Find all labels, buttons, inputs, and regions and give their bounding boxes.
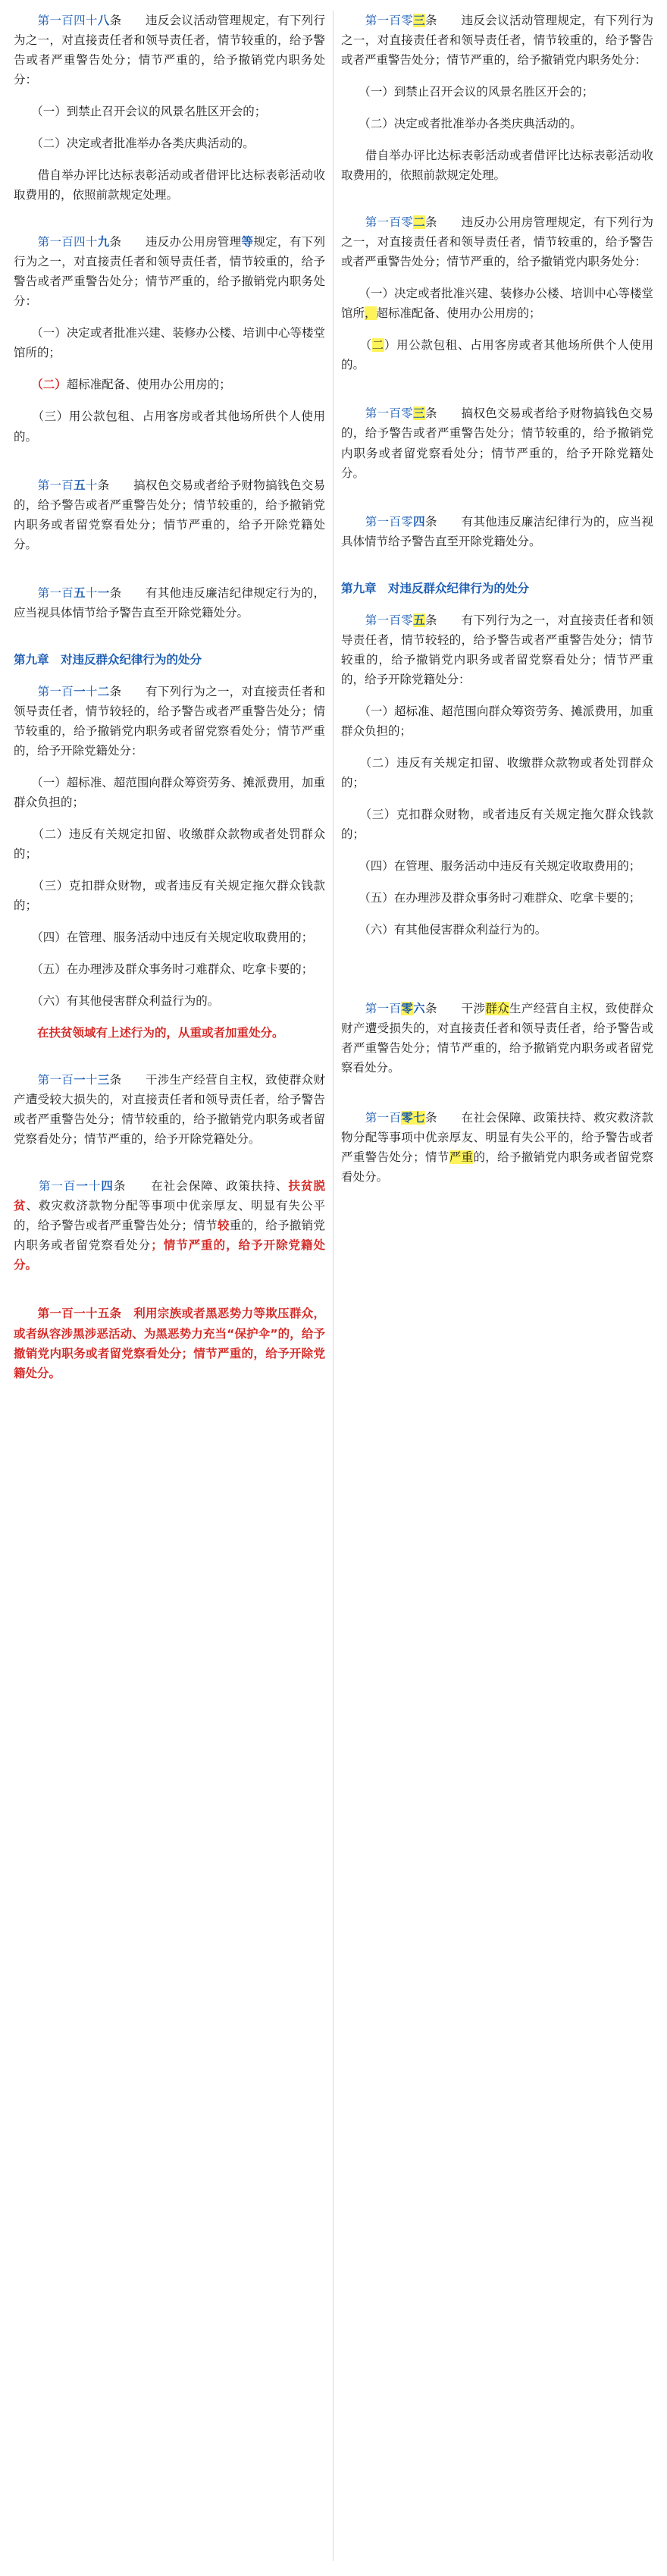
- text-run: （三）用公款包租、占用客房或者其他场所供个人使用的。: [14, 409, 325, 444]
- text-run: 第一百: [341, 1111, 402, 1125]
- block-spacer: [341, 952, 653, 999]
- text-run: （四）在管理、服务活动中违反有关规定收取费用的；: [14, 930, 314, 945]
- text-run: 超标准配备、使用办公用房的；: [66, 378, 231, 392]
- article-paragraph: [14, 1176, 325, 1275]
- text-run: 一: [97, 585, 110, 600]
- text-run: 条 在社会保障、政策扶持、救灾救济款物分配等事项中优亲厚友、明显有失公平的，给予警告或者严重警告处分；情节: [341, 1111, 653, 1165]
- article-paragraph: [14, 102, 325, 121]
- text-run: 条 违反会议活动管理规定，有下列行为之一，对直接责任者和领导责任者，情节较重的，给予警告或者严重警告处分；情节严重的，给予撤销党内职务处分：: [341, 14, 653, 67]
- text-run: 、救灾救济款物分配等事项中优亲厚友、明显有失公平的，给予警告或者严重警告处分；情节: [14, 1199, 325, 1233]
- text-run: 第一百一十五条 利用宗族或者黑恶势力等欺压群众，或者纵容涉黑涉恶活动、为黑恶势力充当“保护伞”的，给予撤销党内职务或者留党察看处分；情节严重的，给予开除党籍处分。: [14, 1307, 325, 1380]
- block-spacer: [14, 635, 325, 650]
- text-run: 第一百零: [341, 14, 414, 27]
- text-run: 严重: [449, 1150, 474, 1165]
- article-paragraph: [341, 512, 653, 551]
- block-spacer: [341, 1090, 653, 1108]
- text-run: 条 搞权色交易或者给予财物搞钱色交易的，给予警告或者严重警告处分；情节较重的，给予撤销党内职务或者留党察看处分；情节严重的，给予开除党籍处分。: [341, 406, 653, 480]
- article-paragraph: [14, 232, 325, 311]
- text-run: 第一百: [14, 684, 74, 698]
- article-paragraph: [341, 114, 653, 133]
- text-run: 二: [413, 215, 426, 230]
- text-run: （一）决定或者批准兴建、装修办公楼、培训中心等楼堂馆所: [341, 287, 653, 321]
- text-run: （二）决定或者批准举办各类庆典活动的。: [14, 136, 255, 151]
- text-run: （六）有其他侵害群众利益行为的。: [341, 923, 547, 937]
- article-paragraph: [14, 406, 325, 446]
- text-run: （: [341, 338, 372, 353]
- text-run: 群众: [485, 1002, 510, 1016]
- text-run: 三: [97, 1073, 110, 1087]
- block-spacer: [14, 1055, 325, 1070]
- text-run: 十: [85, 684, 98, 698]
- text-run: 生产经营自主权，致使群众财产遭受损失的，对直接责任者和领导责任者，给予警告或者严重警告处分；情节严重的，给予撤销党内职务或者留党察看处分。: [341, 1002, 653, 1075]
- text-run: 借自举办评比达标表彰活动或者借评比达标表彰活动收取费用的，依照前款规定处理。: [341, 149, 653, 183]
- text-run: 五: [74, 585, 86, 600]
- article-paragraph: [341, 701, 653, 741]
- text-run: 条 违反会议活动管理规定，有下列行为之一，对直接责任者和领导责任者，情节较重的，给予警告或者严重警告处分；情节严重的，给予撤销党内职务处分：: [14, 14, 325, 87]
- text-run: 在扶贫领域有上述行为的，从重或者加重处分。: [14, 1026, 284, 1040]
- text-run: 扶贫脱贫: [14, 1179, 325, 1213]
- text-run: 第一百: [14, 1179, 77, 1194]
- text-run: 十: [85, 585, 98, 600]
- text-run: 条 有其他违反廉洁纪律行为的，应当视具体情节给予警告直至开除党籍处分。: [341, 514, 653, 548]
- article-paragraph: [14, 959, 325, 979]
- text-run: 第一百零: [341, 514, 414, 529]
- text-run: 一: [74, 684, 86, 698]
- text-run: 条 干涉: [425, 1002, 486, 1016]
- text-run: 十: [85, 478, 98, 492]
- block-spacer: [341, 387, 653, 403]
- article-paragraph: [14, 11, 325, 89]
- text-run: 第一百零: [341, 215, 414, 230]
- article-paragraph: [341, 610, 653, 689]
- article-paragraph: [341, 856, 653, 876]
- text-run: （一）超标准、超范围向群众筹资劳务、摊派费用，加重群众负担的；: [14, 775, 325, 809]
- text-run: 条 在社会保障、政策扶持、: [113, 1179, 289, 1194]
- text-run: 条 有其他违反廉洁纪律规定行为的，应当视具体情节给予警告直至开除党籍处分。: [14, 585, 325, 620]
- article-paragraph: [14, 824, 325, 864]
- text-run: ，: [365, 306, 377, 321]
- text-run: （六）有其他侵害群众利益行为的。: [14, 994, 220, 1009]
- article-paragraph: [341, 403, 653, 482]
- text-run: 十: [88, 1179, 102, 1194]
- text-run: 四: [413, 514, 426, 529]
- text-run: 条 违反办公用房管理规定，有下列行为之一，对直接责任者和领导责任者，情节较重的，给予警告或者严重警告处分；情节严重的，给予撤销党内职务处分：: [341, 215, 653, 269]
- text-run: 一: [74, 1073, 86, 1087]
- text-run: （一）到禁止召开会议的风景名胜区开会的；: [14, 105, 267, 119]
- text-run: 零: [401, 1111, 414, 1125]
- text-run: （三）克扣群众财物，或者违反有关规定拖欠群众钱款的；: [14, 879, 325, 913]
- article-paragraph: [14, 991, 325, 1011]
- text-run: （一）到禁止召开会议的风景名胜区开会的；: [341, 85, 594, 99]
- text-run: 第九章 对违反群众纪律行为的处分: [14, 652, 202, 667]
- text-run: 较: [217, 1219, 230, 1233]
- article-paragraph: [14, 773, 325, 812]
- text-run: 五: [413, 613, 426, 627]
- text-run: （一）决定或者批准兴建、装修办公楼、培训中心等楼堂馆所的；: [14, 326, 325, 360]
- article-paragraph: [14, 133, 325, 153]
- block-spacer: [14, 1161, 325, 1176]
- text-run: 八: [97, 14, 110, 27]
- text-run: 七: [413, 1111, 426, 1125]
- text-run: （二）决定或者批准举办各类庆典活动的。: [341, 117, 582, 131]
- text-run: 超标准配备、使用办公用房的；: [376, 306, 541, 321]
- left-column: [6, 11, 334, 2561]
- block-spacer: [341, 197, 653, 212]
- text-run: 条 违反办公用房管理: [109, 235, 242, 249]
- text-run: （五）在办理涉及群众事务时刁难群众、吃拿卡要的；: [341, 891, 641, 905]
- article-paragraph: [341, 284, 653, 323]
- text-run: 第一百: [14, 585, 74, 600]
- text-run: 三: [413, 14, 426, 27]
- text-run: ；情节严重的，给予开除党籍处分。: [14, 1238, 325, 1272]
- block-spacer: [14, 217, 325, 232]
- text-run: 一: [76, 1179, 89, 1194]
- text-run: 条 搞权色交易或者给予财物搞钱色交易的，给予警告或者严重警告处分；情节较重的，给予撤销党内职务或者留党察看处分；情节严重的，给予开除党籍处分。: [14, 478, 325, 551]
- text-run: 二: [97, 684, 110, 698]
- article-paragraph: [14, 682, 325, 761]
- text-run: 第一百零: [341, 613, 414, 627]
- article-paragraph: [341, 888, 653, 908]
- chapter-heading: [14, 650, 325, 670]
- text-run: 的，给予撤销党内职务或者留党察看处分。: [341, 1150, 653, 1184]
- article-paragraph: [14, 1070, 325, 1149]
- text-run: 规定，有下列行为之一，对直接责任者和领导责任者，情节较重的，给予警告或者严重警告处分；情节严重的，给予撤销党内职务处分：: [14, 235, 325, 309]
- text-run: （四）在管理、服务活动中违反有关规定收取费用的；: [341, 858, 641, 873]
- article-paragraph: [14, 375, 325, 394]
- text-run: （二）违反有关规定扣留、收缴群众款物或者处罚群众的；: [341, 755, 653, 789]
- article-paragraph: [14, 876, 325, 915]
- article-paragraph: [341, 146, 653, 185]
- text-run: 等: [241, 235, 254, 249]
- text-run: 十: [85, 1073, 98, 1087]
- article-paragraph: [14, 927, 325, 947]
- text-run: 第一百四十: [14, 14, 98, 27]
- text-run: 第九章 对违反群众纪律行为的处分: [341, 581, 530, 595]
- text-run: 四: [101, 1179, 114, 1194]
- article-paragraph: [14, 1023, 325, 1043]
- article-paragraph: [341, 335, 653, 375]
- article-paragraph: [341, 11, 653, 70]
- article-paragraph: [14, 165, 325, 205]
- text-run: 重的，给予撤销党内职务或者留党察看处分: [14, 1219, 325, 1253]
- article-paragraph: [341, 212, 653, 271]
- text-run: 零: [401, 1002, 414, 1016]
- block-spacer: [14, 1287, 325, 1304]
- text-run: （一）超标准、超范围向群众筹资劳务、摊派费用，加重群众负担的；: [341, 704, 653, 738]
- block-spacer: [14, 566, 325, 583]
- article-paragraph: [14, 475, 325, 554]
- text-run: （五）在办理涉及群众事务时刁难群众、吃拿卡要的；: [14, 962, 314, 977]
- article-paragraph: [341, 999, 653, 1078]
- chapter-heading: [341, 579, 653, 598]
- text-run: 六: [413, 1002, 426, 1016]
- right-column: [334, 11, 661, 2561]
- text-run: 二: [371, 338, 384, 353]
- block-spacer: [341, 563, 653, 579]
- article-paragraph: [341, 920, 653, 940]
- text-run: 第一百: [341, 1002, 402, 1016]
- article-paragraph: [14, 323, 325, 362]
- text-run: ）用公款包租、占用客房或者其他场所供个人使用的。: [341, 338, 653, 372]
- text-run: 第一百零: [341, 406, 414, 421]
- text-run: 五: [74, 478, 86, 492]
- text-run: （二）: [14, 378, 67, 392]
- text-run: （三）克扣群众财物，或者违反有关规定拖欠群众钱款的；: [341, 807, 653, 841]
- article-paragraph: [341, 1108, 653, 1187]
- text-run: 条 有下列行为之一，对直接责任者和领导责任者，情节较轻的，给予警告或者严重警告处分；情节较重的，给予撤销党内职务或者留党察看处分；情节严重的，给予开除党籍处分：: [341, 613, 653, 686]
- article-paragraph: [341, 753, 653, 792]
- block-spacer: [14, 459, 325, 475]
- block-spacer: [341, 495, 653, 512]
- article-paragraph: [341, 805, 653, 844]
- text-run: 九: [97, 235, 110, 249]
- text-run: 借自举办评比达标表彰活动或者借评比达标表彰活动收取费用的，依照前款规定处理。: [14, 168, 325, 202]
- text-run: 条 有下列行为之一，对直接责任者和领导责任者，情节较轻的，给予警告或者严重警告处分；情节较重的，给予撤销党内职务或者留党察看处分；情节严重的，给予开除党籍处分：: [14, 684, 325, 758]
- text-run: 条 干涉生产经营自主权，致使群众财产遭受较大损失的，对直接责任者和领导责任者，给予警告或者严重警告处分；情节较重的，给予撤销党内职务或者留党察看处分；情节严重的，给予开除党籍处分。: [14, 1073, 325, 1147]
- text-run: 第一百: [14, 1073, 74, 1087]
- text-run: 第一百: [14, 478, 74, 492]
- text-run: （二）违反有关规定扣留、收缴群众款物或者处罚群众的；: [14, 827, 325, 861]
- text-run: 第一百四十: [14, 235, 98, 249]
- text-run: 三: [413, 406, 426, 421]
- article-paragraph: [14, 583, 325, 623]
- article-paragraph: [14, 1304, 325, 1382]
- article-paragraph: [341, 82, 653, 102]
